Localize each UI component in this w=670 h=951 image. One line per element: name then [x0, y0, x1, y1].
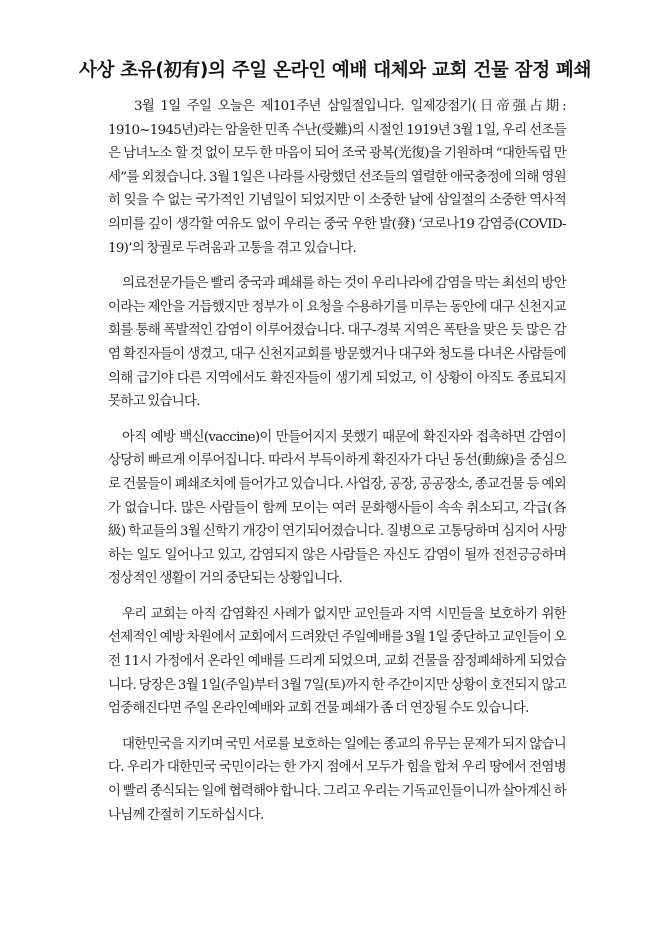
document-body [108, 95, 566, 839]
paragraph: 대한민국을 지키며 국민 서로를 보호하는 일에는 종교의 유무는 문제가 되지 않습니다. 우리가 대한민국 국민이라는 한 가지 점에서 모두가 힘을 합쳐 우리 땅에서 전염병이 빨리 종식되는 일에 협력해야 합니다. 그리고 우리는 기독교인들이니까 살아계신 하나님께 간절히 기도하십시다. [108, 736, 566, 823]
paragraph: 아직 예방 백신(vaccine)이 만들어지지 못했기 때문에 확진자와 접촉하면 감염이 상당히 빠르게 이루어집니다. 따라서 부득이하게 확진자가 다닌 동선(動線)을 중심으로 건물들이 폐쇄조치에 들어가고 있습니다. 사업장, 공장, 공공장소, 종교건물 등 예외가 없습니다. 많은 사람들이 함께 모이는 여러 문화행사들이 속속 취소되고, 각급(各級) 학교들의 3월 신학기 개강이 연기되어졌습니다. 질병으로 고통당하며 심지어 사망하는 일도 일어나고 있고, 감염되지 않은 사람들은 자신도 감염이 될까 전전긍긍하며 정상적인 생활이 거의 중단되는 상황입니다. [108, 429, 566, 587]
paragraph: 3월 1일 주일 오늘은 제101주년 삼일절입니다. 일제강점기(日帝强占期: 1910~1945년)라는 암울한 민족 수난(受難)의 시절인 1919년 3월 1일, 우리 선조들은 남녀노소 할 것 없이 모두 한 마음이 되어 조국 광복(光復)을 기원하며 “대한독립 만세”를 외쳤습니다. 3월 1일은 나라를 사랑했던 선조들의 열렬한 애국충정에 의해 영원히 잊을 수 없는 국가적인 기념일이 되었지만 이 소중한 날에 삼일절의 소중한 역사적 의미를 깊이 생각할 여유도 없이 우리는 중국 우한 발(發) ‘코로나19 감염증(COVID-19)’의 창궐로 두려움과 고통을 겪고 있습니다. [108, 99, 566, 256]
paragraph: 의료전문가들은 빨리 중국과 폐쇄를 하는 것이 우리나라에 감염을 막는 최선의 방안이라는 제안을 거듭했지만 정부가 이 요청을 수용하기를 미루는 동안에 대구 신천지교회를 통해 폭발적인 감염이 이루어졌습니다. 대구-경북 지역은 폭탄을 맞은 듯 많은 감염 확진자들이 생겼고, 대구 신천지교회를 방문했거나 대구와 청도를 다녀온 사람들에 의해 급기야 다른 지역에서도 확진자들이 생기게 되었고, 이 상황이 아직도 종료되지 못하고 있습니다. [108, 276, 566, 410]
paragraph: 우리 교회는 아직 감염확진 사례가 없지만 교인들과 지역 시민들을 보호하기 위한 선제적인 예방 차원에서 교회에서 드려왔던 주일예배를 3월 1일 중단하고 교인들이 오전 11시 가정에서 온라인 예배를 드리게 되었으며, 교회 건물을 잠정폐쇄하게 되었습니다. 당장은 3월 1일(주일)부터 3월 7일(토)까지 한 주간이지만 상황이 호전되지 않고 엄중해진다면 주일 온라인예배와 교회 건물 폐쇄가 좀 더 연장될 수도 있습니다. [108, 606, 566, 717]
document-title: 사상 초유(初有)의 주일 온라인 예배 대체와 교회 건물 잠정 폐쇄 [78, 60, 592, 81]
